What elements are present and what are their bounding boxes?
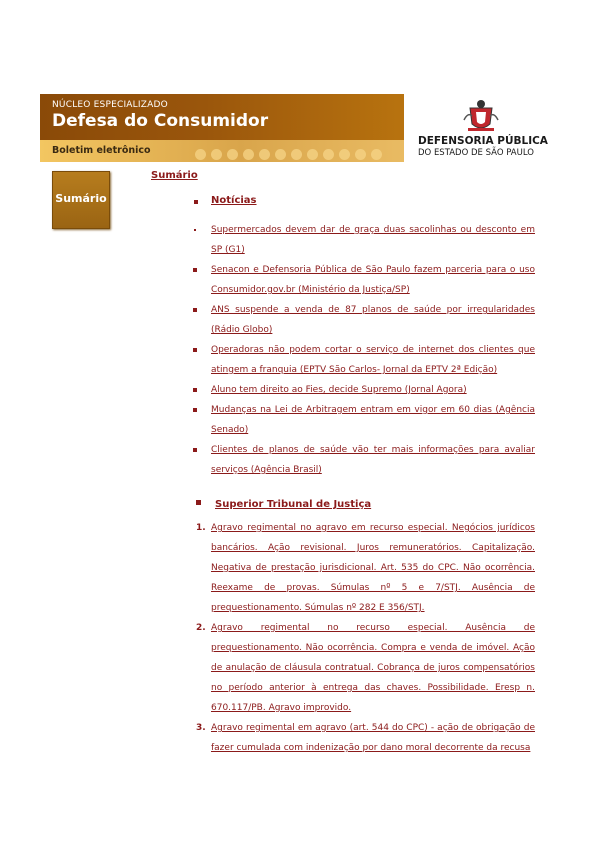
sumario-heading[interactable]: Sumário [151,170,198,181]
news-item [193,400,535,440]
news-item [193,220,535,260]
coat-of-arms-icon [462,98,500,134]
section-bullet [196,500,201,505]
stj-item [193,518,535,618]
stj-item-number: 1. [196,523,206,533]
list-bullet [193,388,197,392]
logo-line2: DO ESTADO DE SÃO PAULO [418,148,534,158]
news-link[interactable]: Aluno tem direito ao Fies, decide Supremo (Jornal Agora) [211,385,467,395]
news-item [193,440,535,480]
list-bullet [193,448,197,452]
list-bullet [193,268,197,272]
stj-item-number: 3. [196,723,206,733]
section-noticias[interactable]: Notícias [211,195,257,206]
logo-line1: DEFENSORIA PÚBLICA [418,135,548,147]
defensoria-logo [418,98,548,160]
stj-link[interactable]: Agravo regimental no recurso especial. Ausência de prequestionamento. Não ocorrência. Compra e venda de imóvel. Ação de anulação de cláusula contratual. Cobrança de juros compensatórios no período anterior à entrega das chaves. Possibilidade. Eresp n. 670.117/PB. Agravo improvido. [211,623,535,713]
header-subtitle: Boletim eletrônico [52,145,151,156]
list-bullet [193,408,197,412]
news-link[interactable]: Supermercados devem dar de graça duas sacolinhas ou desconto em SP (G1) [211,225,535,255]
section-stj[interactable]: Superior Tribunal de Justiça [215,499,372,510]
news-item [193,380,535,400]
stj-item [193,618,535,718]
header-strip [40,140,404,162]
section-bullet [194,200,198,204]
sumario-nav-button[interactable] [52,171,110,229]
header-title: Defesa do Consumidor [52,111,269,131]
list-bullet [193,308,197,312]
news-link[interactable]: Mudanças na Lei de Arbitragem entram em vigor em 60 dias (Agência Senado) [211,405,535,435]
news-link[interactable]: Clientes de planos de saúde vão ter mais informações para avaliar serviços (Agência Brasil) [211,445,535,475]
sumario-nav-label: Sumário [55,192,107,205]
decorative-dots [195,145,400,157]
news-item [193,300,535,340]
news-link[interactable]: Senacon e Defensoria Pública de São Paulo fazem parceria para o uso Consumidor.gov.br (Ministério da Justiça/SP) [211,265,535,295]
news-list [193,220,535,480]
news-item [193,260,535,300]
stj-link[interactable]: Agravo regimental em agravo (art. 544 do CPC) - ação de obrigação de fazer cumulada com indenização por dano moral decorrente da recusa [211,723,535,753]
stj-list [193,518,535,758]
header-kicker: NÚCLEO ESPECIALIZADO [52,100,168,110]
list-bullet [194,229,196,231]
list-bullet [193,348,197,352]
news-link[interactable]: Operadoras não podem cortar o serviço de internet dos clientes que atingem a franquia (EPTV São Carlos- Jornal da EPTV 2ª Edição) [211,345,535,375]
stj-item [193,718,535,758]
stj-link[interactable]: Agravo regimental no agravo em recurso especial. Negócios jurídicos bancários. Ação revisional. Juros remuneratórios. Capitalização. Negativa de prestação jurisdicional. Art. 535 do CPC. Não ocorrência. Reexame de provas. Súmulas nº 5 e 7/STJ. Ausência de prequestionamento. Súmulas nº 282 E 356/STJ. [211,523,535,613]
news-item [193,340,535,380]
news-link[interactable]: ANS suspende a venda de 87 planos de saúde por irregularidades (Rádio Globo) [211,305,535,335]
stj-item-number: 2. [196,623,206,633]
